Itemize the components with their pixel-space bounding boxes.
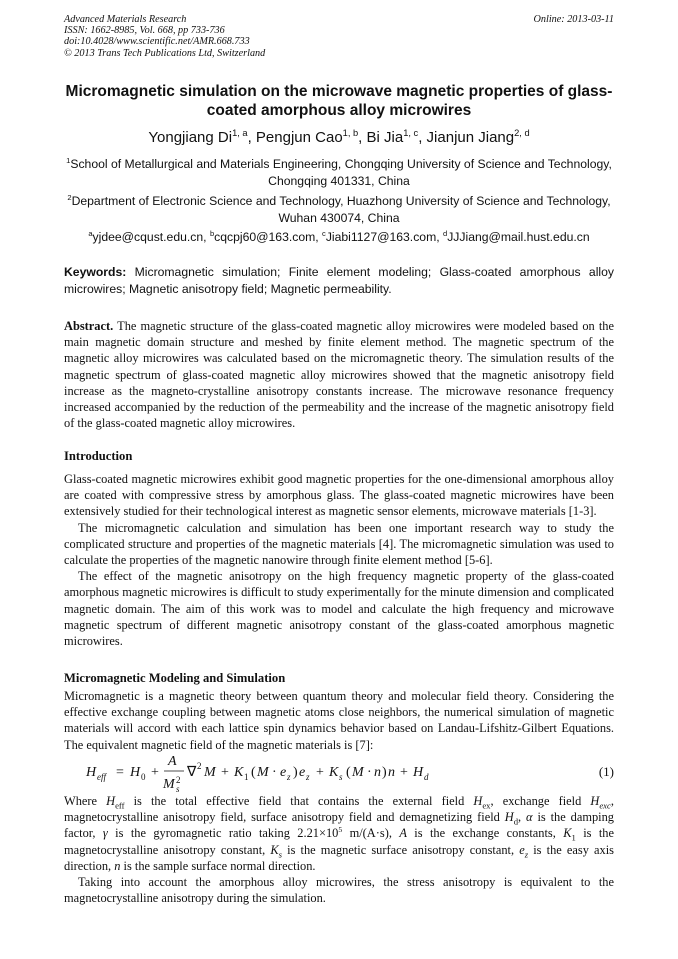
keywords <box>64 264 614 298</box>
email-sup: c <box>322 228 326 238</box>
svg-text:n: n <box>374 765 381 780</box>
svg-text:2: 2 <box>176 775 181 785</box>
svg-text:z: z <box>306 772 310 782</box>
paragraph: Taking into account the amorphous alloy microwires, the stress anisotropy is equivalent to the magnetocrystalline anisotropy during the simulation. <box>64 875 614 906</box>
paragraph: Micromagnetic is a magnetic theory between quantum theory and molecular field theory. Considering the effective exchange coupling between magnetic atoms close neighbors, the numerical simulation of magnetic materials will accord with each lattice spin dynamics behavior based on Landau-Lifshitz-Gilbert Equations. The equivalent magnetic field of the magnetic materials is [7]: <box>64 689 614 752</box>
email-link[interactable]: Jiabi1127@163.com <box>325 230 437 244</box>
journal-name: Advanced Materials Research <box>64 14 187 25</box>
text-run: m/(A·s), <box>342 826 400 841</box>
svg-text:K: K <box>234 765 244 780</box>
abstract <box>64 318 614 431</box>
svg-text:·: · <box>272 765 277 780</box>
equation-graphic <box>64 750 614 796</box>
text-run: , <box>518 810 527 825</box>
where-paragraph <box>64 793 614 874</box>
affiliation-sup: 1 <box>66 155 71 165</box>
svg-text:+: + <box>400 765 408 780</box>
svg-text:): ) <box>293 765 298 780</box>
svg-text:2: 2 <box>197 761 202 771</box>
svg-text:): ) <box>382 765 387 780</box>
author-sup: 1, c <box>403 128 419 138</box>
svg-text:=: = <box>116 765 124 780</box>
symbol: H <box>590 794 600 808</box>
email-link[interactable]: yjdee@cqust.edu.cn <box>92 230 204 244</box>
affiliation-2 <box>64 193 614 227</box>
paragraph: The micromagnetic calculation and simulation has been one important research way to study the complicated structure and properties of the magnetic materials [4]. The micromagnetic simulation was used to calculate the properties of the magnetic nanowire through finite element method [5-6]. <box>64 520 614 568</box>
paper-title: Micromagnetic simulation on the microwave magnetic properties of glass-coated amorphous alloy microwires <box>65 83 613 119</box>
exponent: 5 <box>338 825 343 835</box>
text-run: , exchange field <box>490 794 591 808</box>
svg-text:+: + <box>316 765 324 780</box>
text-run: is the total effective field that contains the external field <box>124 794 474 808</box>
author-name: Bi Jia <box>366 129 404 146</box>
symbol: A <box>399 826 407 841</box>
text-run: is the gyromagnetic ratio taking 2.21×10 <box>107 826 339 841</box>
equation-1 <box>64 750 614 796</box>
email-link[interactable]: cqcpj60@163.com <box>214 230 316 244</box>
symbol: H <box>106 794 116 808</box>
abstract-label: Abstract. <box>64 319 114 333</box>
svg-text:s: s <box>176 784 180 794</box>
svg-text:M: M <box>204 765 216 780</box>
svg-text:(: ( <box>251 765 256 780</box>
symbol-sub: d <box>513 816 519 827</box>
svg-text:(: ( <box>346 765 351 780</box>
symbol-sub: ex <box>482 800 491 811</box>
svg-text:H: H <box>413 765 424 780</box>
copyright-line: © 2013 Trans Tech Publications Ltd, Switzerland <box>64 47 266 59</box>
svg-text:∇: ∇ <box>187 765 197 780</box>
svg-text:s: s <box>339 772 343 782</box>
online-date: Online: 2013-03-11 <box>533 14 614 25</box>
author-sup: 1, a <box>232 128 248 138</box>
symbol: γ <box>102 826 108 841</box>
issn-line: ISSN: 1662-8985, Vol. 668, pp 733-736 <box>64 25 225 37</box>
section-heading-modeling: Micromagnetic Modeling and Simulation <box>64 671 286 685</box>
svg-text:n: n <box>388 765 395 780</box>
doi-line: doi:10.4028/www.scientific.net/AMR.668.733 <box>64 36 250 48</box>
svg-text:eff: eff <box>97 772 106 782</box>
symbol: H <box>504 810 514 825</box>
svg-text:H: H <box>130 765 141 780</box>
keywords-label: Keywords: <box>64 265 127 279</box>
author-name: Pengjun Cao <box>255 129 343 146</box>
email-sup: b <box>209 228 215 238</box>
svg-text:+: + <box>221 765 229 780</box>
text-run: , magnetocrystalline anisotropy field, surface anisotropy field and demagnetizing field <box>64 794 614 825</box>
author-sup: 1, b <box>342 128 359 138</box>
author-list: Yongjiang Di$^{1, a}$, Pengjun Cao$^{1, b}$, Bi Jia$^{1, c}$, Jianjun Jiang$^{2, d}$ <box>148 128 530 146</box>
author-name: Yongjiang Di <box>148 129 233 146</box>
email-line: $^a$yjdee@cqust.edu.cn, $^b$cqcpj60@163.com, $^c$Jiabi1127@163.com, $^d$JJJiang@mail.hust.edu.cn <box>88 228 590 244</box>
svg-text:M: M <box>352 765 364 780</box>
svg-text:+: + <box>151 765 159 780</box>
symbol: K <box>270 842 279 857</box>
intro-body <box>64 471 614 649</box>
abstract-text: The magnetic structure of the glass-coated magnetic alloy microwires were modeled based on the main magnetic domain structure and meshed by finite element method. The magnetic spectrum of the magnetic alloy microwires was calculated based on the micromagnetic theory. The simulation results of the magnetic spectrum of glass-coated magnetic alloy microwires showed that the magnetic anisotropy field increase as the magneto-crystalline anisotropy constants increase. The microwave resonance frequency increased accompanied by the reduction of the permeability and the increase of the magnetic anisotropy field of the glass-coated magnetic alloy microwires. <box>64 319 615 431</box>
text-run: is the magnetocrystalline anisotropy constant, <box>64 826 615 857</box>
symbol: n <box>114 858 121 873</box>
author-sup: 2, d <box>514 128 530 138</box>
symbol: α <box>526 810 533 825</box>
equation-number: (1) <box>598 764 614 779</box>
affiliation-text: Department of Electronic Science and Technology, Huazhong University of Science and Technology, Wuhan 430074, China <box>71 194 611 225</box>
svg-text:z: z <box>287 772 291 782</box>
svg-text:K: K <box>329 765 339 780</box>
symbol-sub: eff <box>115 800 125 811</box>
affiliation-sup: 2 <box>67 192 72 202</box>
svg-text:·: · <box>367 765 372 780</box>
svg-text:e: e <box>280 765 287 780</box>
svg-text:A: A <box>168 754 177 769</box>
email-sup: d <box>443 228 448 238</box>
symbol-sub: z <box>524 849 529 860</box>
email-link[interactable]: JJJiang@mail.hust.edu.cn <box>447 230 590 244</box>
keywords-text: Micromagnetic simulation; Finite element modeling; Glass-coated amorphous alloy microwires; Magnetic anisotropy field; Magnetic permeability. <box>64 265 614 296</box>
text-run: is the exchange constants, <box>406 826 564 841</box>
text-run: is the damping factor, <box>64 810 614 841</box>
section-heading-introduction: Introduction <box>64 449 133 463</box>
text-run: is the easy axis direction, <box>64 842 614 873</box>
text-run: Where <box>64 794 107 808</box>
symbol-sub: 1 <box>571 832 576 843</box>
journal-header <box>64 14 265 59</box>
symbol-sub: s <box>278 849 283 860</box>
symbol: e <box>519 842 525 857</box>
email-sup: a <box>88 228 93 238</box>
paragraph: The effect of the magnetic anisotropy on the high frequency magnetic property of the glass-coated amorphous magnetic microwires is difficult to study experimentally for the minute dimension and complicated magnetic domain. The aim of this work was to model and calculate the high frequency and microwave magnetic spectrum of different magnetic anisotropy constant of the glass-coated amorphous magnetic microwires. <box>64 569 614 649</box>
affiliation-1 <box>64 156 614 190</box>
text-run: is the sample surface normal direction. <box>120 858 316 873</box>
svg-text:0: 0 <box>141 772 146 782</box>
svg-text:e: e <box>299 765 306 780</box>
symbol-sub: exc <box>599 800 611 811</box>
affiliation-text: School of Metallurgical and Materials Engineering, Chongqing University of Science and Technology, Chongqing 401331, China <box>70 157 612 188</box>
symbol: K <box>563 826 572 841</box>
svg-text:H: H <box>86 765 97 780</box>
symbol: H <box>473 794 483 808</box>
svg-text:d: d <box>424 772 429 782</box>
author-name: Jianjun Jiang <box>426 129 515 146</box>
svg-text:M: M <box>163 777 175 792</box>
text-run: is the magnetic surface anisotropy constant, <box>282 842 520 857</box>
paragraph: Glass-coated magnetic microwires exhibit good magnetic properties for the one-dimensional amorphous alloy are coated with compressive stress by amorphous glass. The glass-coated magnetic microwires have been extensively studied for their technological interest as magnetic sensor elements, microwave materials [1-3]. <box>64 472 614 519</box>
svg-text:M: M <box>257 765 269 780</box>
svg-text:1: 1 <box>244 772 249 782</box>
